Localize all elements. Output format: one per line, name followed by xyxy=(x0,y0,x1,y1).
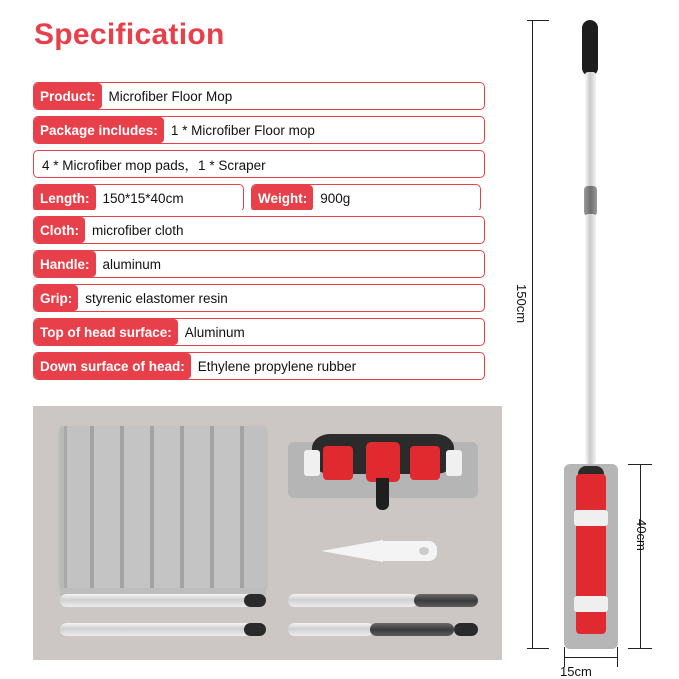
spec-row-down-surface-of-head xyxy=(33,352,485,380)
spec-row-package-contents xyxy=(33,150,485,178)
pole-end-cap xyxy=(454,623,478,636)
spec-value: Aluminum xyxy=(184,324,245,340)
assembled-mop-diagram xyxy=(514,14,668,679)
spec-subrow-weight xyxy=(251,184,481,210)
spec-row-top-of-head-surface xyxy=(33,318,485,346)
spec-value: 4 * Microfiber mop pads，1 * Scraper xyxy=(42,158,266,173)
pole-segment-3 xyxy=(288,594,478,607)
pole-body xyxy=(288,623,374,636)
mop-head-clip-right xyxy=(446,450,462,476)
spec-key: Package includes: xyxy=(34,117,164,143)
pole-body xyxy=(60,623,256,636)
height-dimension-label: 150cm xyxy=(514,284,529,324)
spec-subrow-length xyxy=(33,184,244,210)
scraper-blade xyxy=(321,540,383,562)
spec-value: aluminum xyxy=(102,256,162,272)
head-height-tick-bottom xyxy=(628,648,652,649)
pole-segment-1 xyxy=(60,594,266,607)
scraper-hang-hole xyxy=(419,547,429,555)
spec-value: styrenic elastomer resin xyxy=(85,290,228,306)
head-height-dimension-line xyxy=(640,464,641,649)
head-width-dimension-line xyxy=(564,657,618,658)
mop-head-clip-left xyxy=(304,450,320,476)
mop-head-assembly xyxy=(288,434,478,506)
mop-handle-lower xyxy=(585,214,596,464)
spec-row-product xyxy=(33,82,485,110)
spec-key: Handle: xyxy=(34,251,96,277)
mop-head-clip-a xyxy=(574,510,608,526)
product-photo-panel xyxy=(33,406,502,660)
spec-row-handle xyxy=(33,250,485,278)
page-title: Specification xyxy=(34,18,225,51)
microfiber-mop-pads-stack xyxy=(60,426,266,588)
pole-segment-4 xyxy=(288,623,478,636)
spec-key: Cloth: xyxy=(34,217,85,243)
mop-head-red-left xyxy=(323,446,353,480)
pole-end-cap xyxy=(244,594,266,607)
spec-row-package-includes xyxy=(33,116,485,144)
pole-grip xyxy=(370,623,454,636)
height-tick-top xyxy=(527,20,549,21)
spec-key: Down surface of head: xyxy=(34,353,191,379)
mop-head-red-right xyxy=(410,446,440,480)
mop-head-clip-b xyxy=(574,596,608,612)
head-width-dimension-label: 15cm xyxy=(560,664,592,679)
spec-value: 900g xyxy=(320,190,351,206)
pole-end-cap xyxy=(244,623,266,636)
spec-row-cloth xyxy=(33,216,485,244)
pole-body xyxy=(288,594,418,607)
mop-handle-collar xyxy=(584,186,597,216)
height-dimension-line xyxy=(532,20,533,649)
spec-value: microfiber cloth xyxy=(91,222,184,238)
height-tick-bottom xyxy=(527,648,549,649)
specification-table xyxy=(33,82,485,386)
mop-head-swivel-stem xyxy=(376,478,389,510)
pole-body xyxy=(60,594,256,607)
spec-value: Microfiber Floor Mop xyxy=(108,88,233,104)
spec-key: Grip: xyxy=(34,285,78,311)
spec-value: 150*15*40cm xyxy=(102,190,184,206)
plastic-scraper xyxy=(321,538,437,564)
spec-key: Product: xyxy=(34,83,102,109)
spec-row-grip xyxy=(33,284,485,312)
mop-handle-upper xyxy=(585,72,596,192)
spec-row-length-weight xyxy=(33,184,485,210)
spec-value: Ethylene propylene rubber xyxy=(197,358,357,374)
head-width-tick-right xyxy=(617,647,618,667)
mop-head-red-center xyxy=(366,442,400,482)
mop-handle-grip xyxy=(582,20,598,76)
pole-grip xyxy=(414,594,478,607)
spec-value: 1 * Microfiber Floor mop xyxy=(170,122,315,138)
spec-key: Weight: xyxy=(252,185,313,210)
head-height-tick-top xyxy=(628,464,652,465)
spec-key: Top of head surface: xyxy=(34,319,178,345)
head-height-dimension-label: 40cm xyxy=(634,519,649,551)
spec-key: Length: xyxy=(34,185,96,210)
pole-segment-2 xyxy=(60,623,266,636)
